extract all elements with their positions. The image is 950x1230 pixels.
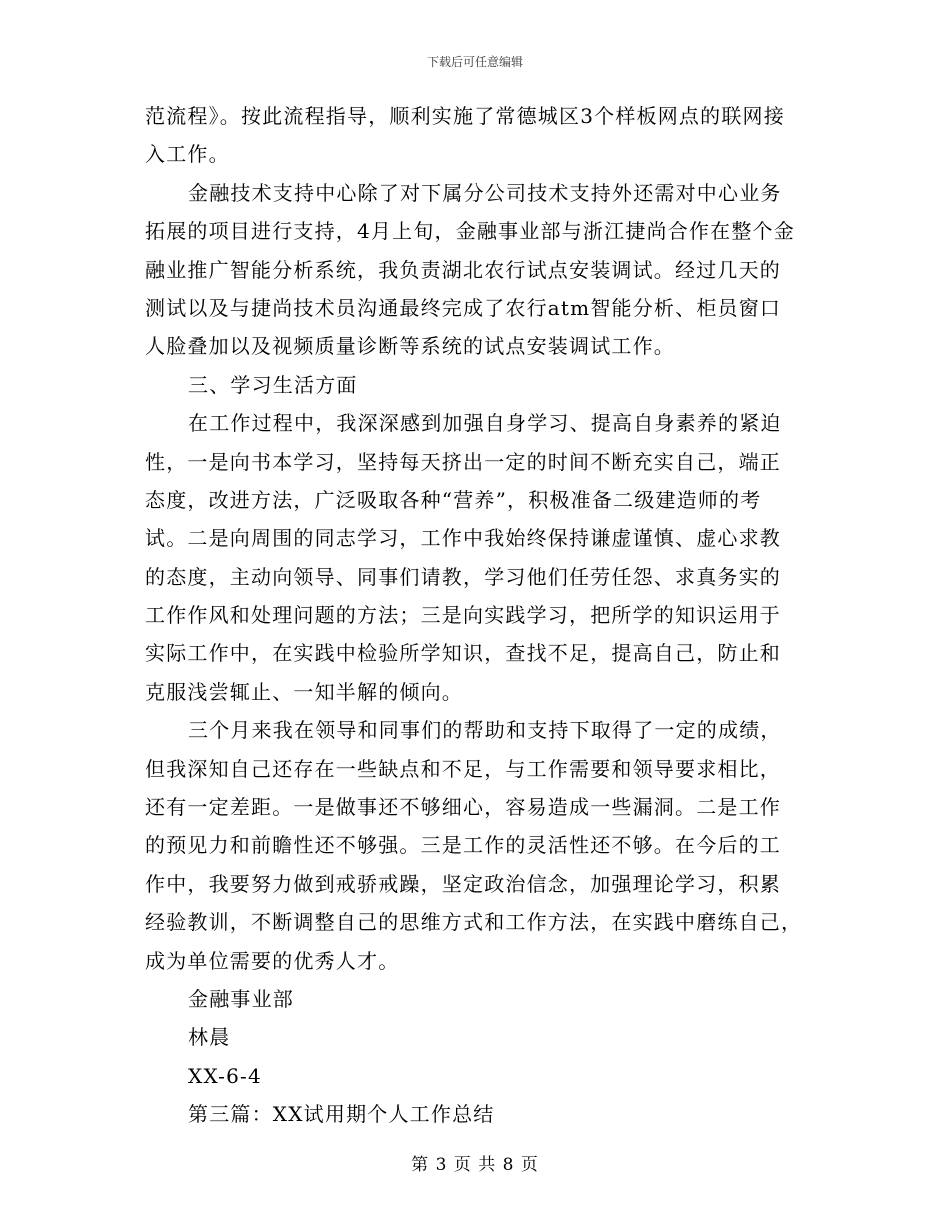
signature-name: 林晨: [188, 1025, 231, 1050]
text-line: 范流程》。按此流程指导，顺利实施了常德城区3个样板网点的联网接: [145, 104, 785, 128]
page-header: 下载后可任意编辑: [426, 55, 523, 69]
text-line: 入工作。: [145, 142, 230, 167]
text-line: 测试以及与捷尚技术员沟通最终完成了农行atm智能分析、柜员窗口: [145, 295, 782, 320]
text-line: 拓展的项目进行支持，4月上旬，金融事业部与浙江捷尚合作在整个金: [145, 219, 795, 244]
paragraph-start: 金融技术支持中心除了对下属分公司技术支持外还需对中心业务: [188, 180, 782, 205]
text-line: 作中，我要努力做到戒骄戒躁，坚定政治信念，加强理论学习，积累: [145, 871, 781, 896]
section-heading: 三、学习生活方面: [188, 372, 358, 397]
text-line: 但我深知自己还存在一些缺点和不足，与工作需要和领导要求相比，: [145, 756, 781, 781]
text-line: 试。二是向周围的同志学习，工作中我始终保持谦虚谨慎、虚心求教: [145, 526, 781, 551]
text-line: 工作作风和处理问题的方法；三是向实践学习，把所学的知识运用于: [145, 603, 781, 628]
text-line: 态度，改进方法，广泛吸取各种“营养”，积极准备二级建造师的考: [145, 487, 762, 512]
page-number: 第 3 页 共 8 页: [411, 1155, 539, 1175]
text-line: 的预见力和前瞻性还不够强。三是工作的灵活性还不够。在今后的工: [145, 833, 781, 858]
signature-date: XX-6-4: [188, 1063, 262, 1088]
document-body: [145, 97, 807, 1134]
paragraph-start: 在工作过程中，我深深感到加强自身学习、提高自身素养的紧迫: [188, 411, 782, 436]
text-line: 的态度，主动向领导、同事们请教，学习他们任劳任怨、求真务实的: [145, 564, 781, 589]
text-line: 实际工作中，在实践中检验所学知识，查找不足，提高自己，防止和: [145, 641, 781, 666]
paragraph-start: 三个月来我在领导和同事们的帮助和支持下取得了一定的成绩，: [188, 718, 782, 743]
text-line: 克服浅尝辄止、一知半解的倾向。: [145, 679, 463, 704]
next-article-title: 第三篇：XX试用期个人工作总结: [188, 1102, 495, 1127]
text-line: 性，一是向书本学习，坚持每天挤出一定的时间不断充实自己，端正: [145, 449, 781, 474]
text-line: 融业推广智能分析系统，我负责湖北农行试点安装调试。经过几天的: [145, 257, 781, 282]
text-line: 还有一定差距。一是做事还不够细心，容易造成一些漏洞。二是工作: [145, 795, 781, 820]
text-line: 经验教训，不断调整自己的思维方式和工作方法，在实践中磨练自己，: [145, 910, 803, 935]
signature-department: 金融事业部: [188, 986, 294, 1011]
text-line: 成为单位需要的优秀人才。: [145, 948, 400, 973]
text-line: 人脸叠加以及视频质量诊断等系统的试点安装调试工作。: [145, 334, 675, 359]
